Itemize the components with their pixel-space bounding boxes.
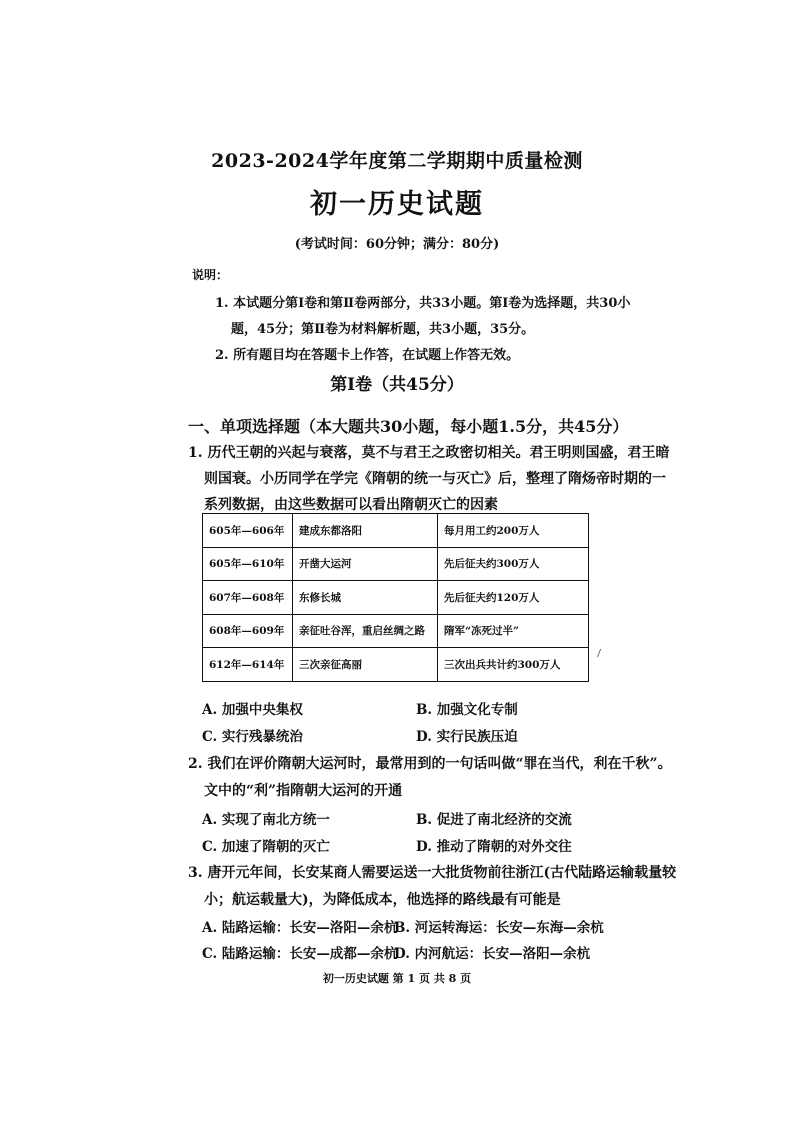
question-1-option-b: B. 加强文化专制 — [416, 702, 518, 718]
question-2-option-c: C. 加速了隋朝的灭亡 — [202, 839, 330, 855]
table-cell-event: 三次亲征高丽 — [293, 648, 438, 682]
exam-info: (考试时间：60分钟；满分：80分) — [294, 237, 500, 252]
note-2: 2. 所有题目均在答题卡上作答，在试题上作答无效。 — [215, 348, 520, 363]
exam-title: 2023-2024学年度第二学期期中质量检测 — [211, 150, 583, 172]
main-title: 初一历史试题 — [310, 189, 484, 220]
question-2-option-a: A. 实现了南北方统一 — [202, 812, 330, 828]
question-1-line-2: 则国衰。小历同学在学完《隋朝的统一与灭亡》后，整理了隋炀帝时期的一 — [204, 471, 666, 487]
table-cell-cost: 三次出兵共计约300万人 — [438, 648, 589, 682]
question-3-option-d: D. 内河航运：长安—洛阳—余杭 — [394, 946, 591, 962]
question-3-line-2: 小；航运载量大)，为降低成本，他选择的路线最有可能是 — [204, 892, 561, 908]
page-footer: 初一历史试题 第 1 页 共 8 页 — [322, 972, 472, 985]
table-cell-cost: 先后征夫约120万人 — [438, 581, 589, 615]
table-row — [203, 547, 589, 581]
notes-title: 说明： — [192, 268, 229, 282]
note-1-line-1: 1. 本试题分第Ⅰ卷和第Ⅱ卷两部分，共33小题。第Ⅰ卷为选择题，共30小 — [215, 296, 631, 311]
question-1-option-c: C. 实行残暴统治 — [202, 729, 303, 745]
table-cell-event: 东修长城 — [293, 581, 438, 615]
question-1-option-a: A. 加强中央集权 — [202, 702, 303, 718]
question-2-option-b: B. 促进了南北经济的交流 — [416, 812, 572, 828]
part-1-title: 第Ⅰ卷（共45分） — [330, 375, 464, 395]
table-cell-event: 开凿大运河 — [293, 547, 438, 581]
question-2-option-d: D. 推动了隋朝的对外交往 — [416, 839, 572, 855]
question-1-line-3: 系列数据，由这些数据可以看出隋朝灭亡的因素 — [204, 497, 498, 513]
note-1-line-2: 题，45分；第Ⅱ卷为材料解析题，共3小题，35分。 — [231, 322, 535, 337]
table-row — [203, 514, 589, 548]
table-cell-cost: 隋军“冻死过半” — [438, 614, 589, 648]
table-cell-period: 608年—609年 — [203, 614, 293, 648]
data-table — [202, 513, 589, 682]
table-row — [203, 614, 589, 648]
stray-mark: \ — [593, 648, 604, 659]
question-3-line-1: 3. 唐开元年间，长安某商人需要运送一大批货物前往浙江(古代陆路运输载量较 — [188, 865, 677, 881]
table-cell-cost: 先后征夫约300万人 — [438, 547, 589, 581]
table-cell-cost: 每月用工约200万人 — [438, 514, 589, 548]
table-row — [203, 648, 589, 682]
question-1-line-1: 1. 历代王朝的兴起与衰落，莫不与君王之政密切相关。君王明则国盛，君王暗 — [188, 445, 670, 461]
table-cell-period: 605年—606年 — [203, 514, 293, 548]
table-row — [203, 581, 589, 615]
question-2-line-1: 2. 我们在评价隋朝大运河时，最常用到的一句话叫做“罪在当代，利在千秋”。 — [188, 756, 672, 772]
section-title: 一、单项选择题（本大题共30小题，每小题1.5分，共45分） — [188, 417, 629, 436]
question-3-option-b: B. 河运转海运：长安—东海—余杭 — [394, 920, 604, 936]
table-cell-period: 607年—608年 — [203, 581, 293, 615]
table-cell-event: 亲征吐谷浑，重启丝绸之路 — [293, 614, 438, 648]
question-1-option-d: D. 实行民族压迫 — [416, 729, 518, 745]
question-2-line-2: 文中的“利”指隋朝大运河的开通 — [204, 783, 403, 799]
table-cell-period: 605年—610年 — [203, 547, 293, 581]
question-3-option-c: C. 陆路运输：长安—成都—余杭 — [202, 946, 398, 962]
table-cell-period: 612年—614年 — [203, 648, 293, 682]
table-cell-event: 建成东都洛阳 — [293, 514, 438, 548]
question-3-option-a: A. 陆路运输：长安—洛阳—余杭 — [202, 920, 398, 936]
